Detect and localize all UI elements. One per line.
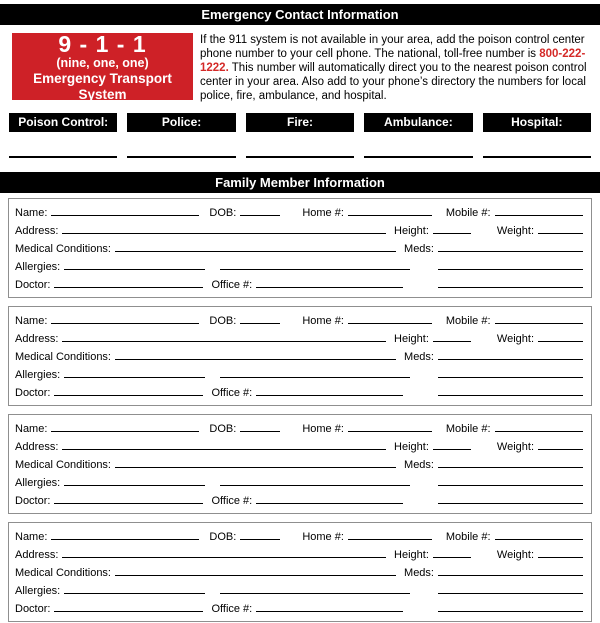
family-member-card [8, 414, 592, 514]
card-row-4 [15, 366, 583, 384]
911-number: 9 - 1 - 1 [58, 31, 147, 57]
meds-field[interactable] [438, 348, 583, 360]
card-row-3 [15, 240, 583, 258]
weight-label: Weight: [496, 441, 534, 453]
address-field[interactable] [62, 438, 386, 450]
card-row-4 [15, 582, 583, 600]
weight-field[interactable] [538, 222, 583, 234]
hospital-label: Hospital: [483, 113, 591, 132]
height-field[interactable] [433, 222, 471, 234]
police-label: Police: [127, 113, 235, 132]
hospital-field[interactable] [483, 156, 591, 158]
doctor-label: Doctor: [15, 495, 51, 507]
allergies-field-2[interactable] [220, 366, 410, 378]
contact-label-row [9, 113, 591, 132]
weight-label: Weight: [496, 333, 534, 345]
allergies-field-2[interactable] [220, 474, 410, 486]
meds-field-3[interactable] [438, 276, 583, 288]
card-row-2 [15, 438, 583, 456]
address-label: Address: [15, 333, 59, 345]
meds-field-2[interactable] [438, 474, 583, 486]
height-label: Height: [394, 333, 429, 345]
office-phone-field[interactable] [256, 600, 403, 612]
hero-section [0, 33, 600, 103]
office-phone-field[interactable] [256, 492, 403, 504]
office-phone-label: Office #: [211, 495, 253, 507]
weight-label: Weight: [496, 225, 534, 237]
weight-label: Weight: [496, 549, 534, 561]
mobile-phone-field[interactable] [495, 312, 583, 324]
card-row-4 [15, 474, 583, 492]
home-phone-label: Home #: [302, 531, 344, 543]
office-phone-label: Office #: [211, 279, 253, 291]
height-field[interactable] [433, 546, 471, 558]
dob-label: DOB: [209, 531, 237, 543]
police-field[interactable] [127, 156, 235, 158]
name-field[interactable] [51, 312, 199, 324]
name-label: Name: [15, 315, 48, 327]
card-row-4 [15, 258, 583, 276]
poison-control-field[interactable] [9, 156, 117, 158]
height-field[interactable] [433, 330, 471, 342]
card-row-1 [15, 528, 583, 546]
mobile-phone-field[interactable] [495, 528, 583, 540]
card-row-5 [15, 384, 583, 402]
office-phone-field[interactable] [256, 384, 403, 396]
allergies-label: Allergies: [15, 585, 61, 597]
meds-field[interactable] [438, 456, 583, 468]
allergies-label: Allergies: [15, 369, 61, 381]
meds-label: Meds: [404, 567, 434, 579]
home-phone-label: Home #: [302, 423, 344, 435]
card-row-3 [15, 348, 583, 366]
meds-field-3[interactable] [438, 384, 583, 396]
name-label: Name: [15, 423, 48, 435]
card-row-2 [15, 330, 583, 348]
meds-field-3[interactable] [438, 492, 583, 504]
911-badge [12, 33, 193, 100]
card-row-3 [15, 564, 583, 582]
weight-field[interactable] [538, 330, 583, 342]
doctor-field[interactable] [54, 600, 203, 612]
height-field[interactable] [433, 438, 471, 450]
mobile-phone-label: Mobile #: [445, 315, 491, 327]
allergies-label: Allergies: [15, 477, 61, 489]
poison-control-label: Poison Control: [9, 113, 117, 132]
name-field[interactable] [51, 528, 199, 540]
paragraph-before: If the 911 system is not available in your area, add the poison control center phone number to your cell phone. The national, toll-free number is [200, 34, 585, 60]
family-member-card [8, 306, 592, 406]
family-member-card [8, 522, 592, 622]
address-field[interactable] [62, 546, 386, 558]
meds-field[interactable] [438, 240, 583, 252]
allergies-field[interactable] [64, 474, 205, 486]
card-row-2 [15, 222, 583, 240]
mobile-phone-label: Mobile #: [445, 207, 491, 219]
office-phone-label: Office #: [211, 387, 253, 399]
name-field[interactable] [51, 420, 199, 432]
fire-label: Fire: [246, 113, 354, 132]
doctor-field[interactable] [54, 384, 203, 396]
card-row-1 [15, 204, 583, 222]
height-label: Height: [394, 549, 429, 561]
name-label: Name: [15, 207, 48, 219]
mobile-phone-label: Mobile #: [445, 531, 491, 543]
911-subtitle: Emergency Transport System [33, 71, 172, 102]
weight-field[interactable] [538, 438, 583, 450]
meds-label: Meds: [404, 459, 434, 471]
meds-field-2[interactable] [438, 258, 583, 270]
meds-field-3[interactable] [438, 600, 583, 612]
ambulance-label: Ambulance: [364, 113, 472, 132]
card-row-1 [15, 312, 583, 330]
meds-label: Meds: [404, 243, 434, 255]
dob-field[interactable] [240, 420, 280, 432]
medical-conditions-field[interactable] [115, 348, 396, 360]
home-phone-label: Home #: [302, 315, 344, 327]
ambulance-field[interactable] [364, 156, 472, 158]
meds-label: Meds: [404, 351, 434, 363]
family-member-header: Family Member Information [0, 172, 600, 193]
meds-field-2[interactable] [438, 366, 583, 378]
dob-field[interactable] [240, 528, 280, 540]
card-row-1 [15, 420, 583, 438]
mobile-phone-field[interactable] [495, 420, 583, 432]
medical-conditions-field[interactable] [115, 240, 396, 252]
address-field[interactable] [62, 330, 386, 342]
medical-conditions-label: Medical Conditions: [15, 243, 111, 255]
fire-field[interactable] [246, 156, 354, 158]
allergies-field[interactable] [64, 366, 205, 378]
allergies-label: Allergies: [15, 261, 61, 273]
allergies-field-2[interactable] [220, 582, 410, 594]
name-field[interactable] [51, 204, 199, 216]
emergency-contact-header: Emergency Contact Information [0, 4, 600, 25]
allergies-field[interactable] [64, 258, 205, 270]
address-label: Address: [15, 549, 59, 561]
allergies-field-2[interactable] [220, 258, 410, 270]
allergies-field[interactable] [64, 582, 205, 594]
dob-field[interactable] [240, 204, 280, 216]
office-phone-field[interactable] [256, 276, 403, 288]
mobile-phone-field[interactable] [495, 204, 583, 216]
address-label: Address: [15, 225, 59, 237]
medical-conditions-field[interactable] [115, 456, 396, 468]
medical-conditions-label: Medical Conditions: [15, 459, 111, 471]
home-phone-field[interactable] [348, 312, 432, 324]
doctor-field[interactable] [54, 492, 203, 504]
height-label: Height: [394, 441, 429, 453]
home-phone-field[interactable] [348, 204, 432, 216]
medical-conditions-label: Medical Conditions: [15, 567, 111, 579]
card-row-5 [15, 600, 583, 618]
doctor-label: Doctor: [15, 603, 51, 615]
home-phone-field[interactable] [348, 420, 432, 432]
card-row-3 [15, 456, 583, 474]
address-field[interactable] [62, 222, 386, 234]
meds-field[interactable] [438, 564, 583, 576]
doctor-field[interactable] [54, 276, 203, 288]
name-label: Name: [15, 531, 48, 543]
instructions-paragraph [200, 33, 588, 103]
dob-label: DOB: [209, 315, 237, 327]
height-label: Height: [394, 225, 429, 237]
home-phone-label: Home #: [302, 207, 344, 219]
family-member-card [8, 198, 592, 298]
home-phone-field[interactable] [348, 528, 432, 540]
card-row-5 [15, 276, 583, 294]
doctor-label: Doctor: [15, 279, 51, 291]
card-row-5 [15, 492, 583, 510]
911-words: (nine, one, one) [56, 56, 149, 70]
mobile-phone-label: Mobile #: [445, 423, 491, 435]
meds-field-2[interactable] [438, 582, 583, 594]
card-row-2 [15, 546, 583, 564]
address-label: Address: [15, 441, 59, 453]
family-member-list [0, 198, 600, 622]
office-phone-label: Office #: [211, 603, 253, 615]
weight-field[interactable] [538, 546, 583, 558]
contact-blank-row [9, 132, 591, 158]
doctor-label: Doctor: [15, 387, 51, 399]
medical-conditions-label: Medical Conditions: [15, 351, 111, 363]
dob-label: DOB: [209, 423, 237, 435]
medical-conditions-field[interactable] [115, 564, 396, 576]
dob-field[interactable] [240, 312, 280, 324]
dob-label: DOB: [209, 207, 237, 219]
poison-control-phone-number: 800-222-1222. [200, 48, 586, 74]
paragraph-after: This number will automatically direct you to the nearest poison control center in your area. Also add to your phone’s directory the numbers for local police, fire, ambulance, and hospital. [200, 62, 587, 102]
